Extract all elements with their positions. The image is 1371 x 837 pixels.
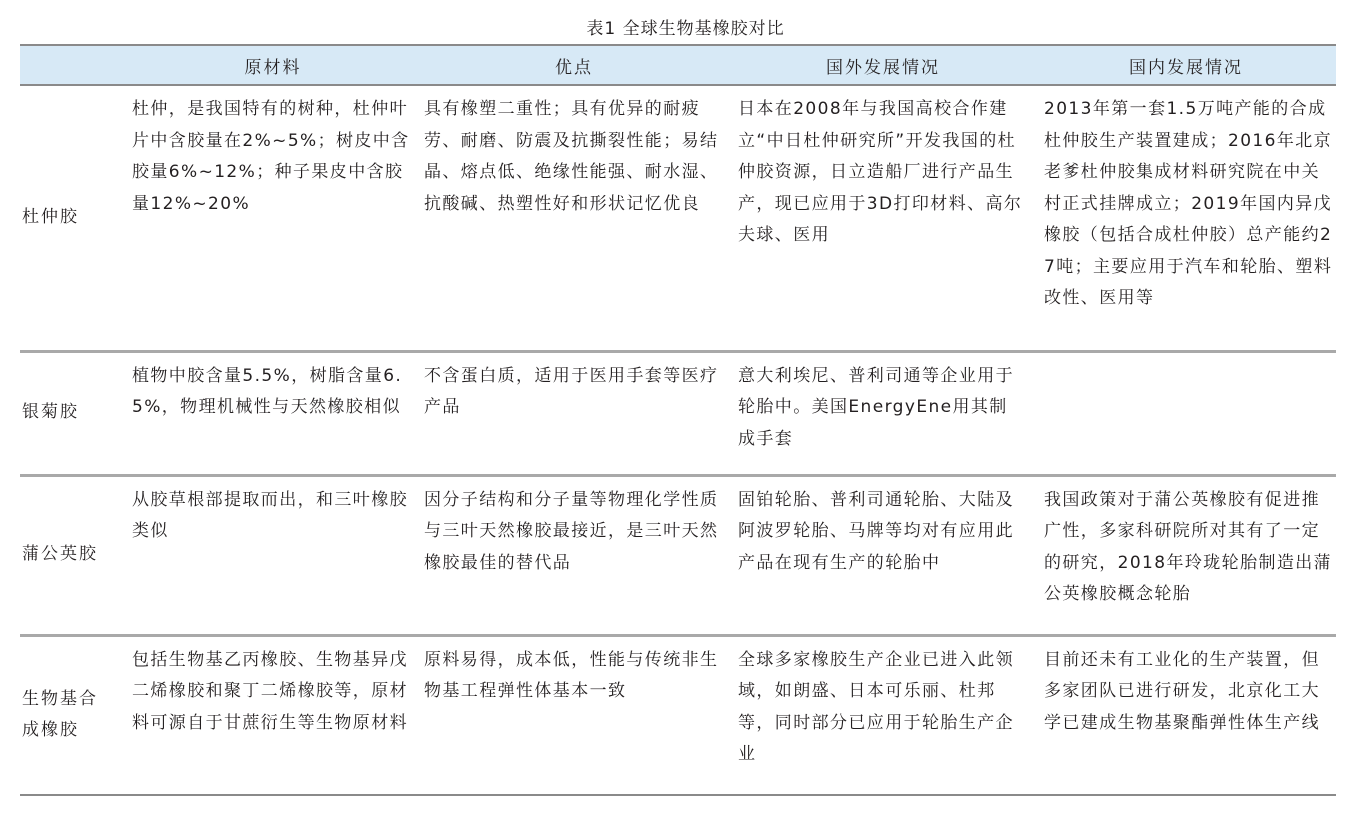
cell-foreign: 意大利埃尼、普利司通等企业用于轮胎中。美国EnergyEne用其制成手套 bbox=[730, 351, 1036, 475]
cell-advantages: 因分子结构和分子量等物理化学性质与三叶天然橡胶最接近，是三叶天然橡胶最佳的替代品 bbox=[418, 475, 730, 635]
cell-advantages: 原料易得，成本低，性能与传统非生物基工程弹性体基本一致 bbox=[418, 635, 730, 795]
cell-domestic: 2013年第一套1.5万吨产能的合成杜仲胶生产装置建成；2016年北京老爹杜仲胶集成材料研究院在中关村正式挂牌成立；2019年国内异戊橡胶（包括合成杜仲胶）总产能约27吨；主要应用于汽车和轮胎、塑料改性、医用等 bbox=[1036, 85, 1336, 351]
comparison-table bbox=[20, 44, 1336, 796]
table-row bbox=[20, 351, 1336, 475]
cell-material: 从胶草根部提取而出，和三叶橡胶类似 bbox=[128, 475, 418, 635]
header-blank bbox=[20, 45, 128, 85]
cell-foreign: 固铂轮胎、普利司通轮胎、大陆及阿波罗轮胎、马牌等均对有应用此产品在现有生产的轮胎中 bbox=[730, 475, 1036, 635]
cell-domestic: 我国政策对于蒲公英橡胶有促进推广性，多家科研院所对其有了一定的研究，2018年玲珑轮胎制造出蒲公英橡胶概念轮胎 bbox=[1036, 475, 1336, 635]
header-domestic: 国内发展情况 bbox=[1036, 45, 1336, 85]
row-name: 生物基合成橡胶 bbox=[20, 635, 128, 795]
cell-domestic bbox=[1036, 351, 1336, 475]
table-row bbox=[20, 475, 1336, 635]
cell-material: 植物中胶含量5.5%，树脂含量6.5%，物理机械性与天然橡胶相似 bbox=[128, 351, 418, 475]
cell-advantages: 不含蛋白质，适用于医用手套等医疗产品 bbox=[418, 351, 730, 475]
cell-advantages: 具有橡塑二重性；具有优异的耐疲劳、耐磨、防震及抗撕裂性能；易结晶、熔点低、绝缘性能强、耐水湿、抗酸碱、热塑性好和形状记忆优良 bbox=[418, 85, 730, 351]
row-name: 杜仲胶 bbox=[20, 85, 128, 351]
cell-domestic: 目前还未有工业化的生产装置，但多家团队已进行研发，北京化工大学已建成生物基聚酯弹性体生产线 bbox=[1036, 635, 1336, 795]
header-foreign: 国外发展情况 bbox=[730, 45, 1036, 85]
table-row bbox=[20, 635, 1336, 795]
cell-material: 包括生物基乙丙橡胶、生物基异戊二烯橡胶和聚丁二烯橡胶等，原材料可源自于甘蔗衍生等生物原材料 bbox=[128, 635, 418, 795]
table-caption: 表1 全球生物基橡胶对比 bbox=[586, 19, 785, 39]
row-name: 蒲公英胶 bbox=[20, 475, 128, 635]
header-material: 原材料 bbox=[128, 45, 418, 85]
cell-foreign: 全球多家橡胶生产企业已进入此领域，如朗盛、日本可乐丽、杜邦等，同时部分已应用于轮胎生产企业 bbox=[730, 635, 1036, 795]
row-name: 银菊胶 bbox=[20, 351, 128, 475]
table-row bbox=[20, 85, 1336, 351]
cell-foreign: 日本在2008年与我国高校合作建立“中日杜仲研究所”开发我国的杜仲胶资源，日立造船厂进行产品生产，现已应用于3D打印材料、高尔夫球、医用 bbox=[730, 85, 1036, 351]
header-advantages: 优点 bbox=[418, 45, 730, 85]
cell-material: 杜仲，是我国特有的树种，杜仲叶片中含胶量在2%~5%；树皮中含胶量6%~12%；种子果皮中含胶量12%~20% bbox=[128, 85, 418, 351]
header-row bbox=[20, 45, 1336, 85]
